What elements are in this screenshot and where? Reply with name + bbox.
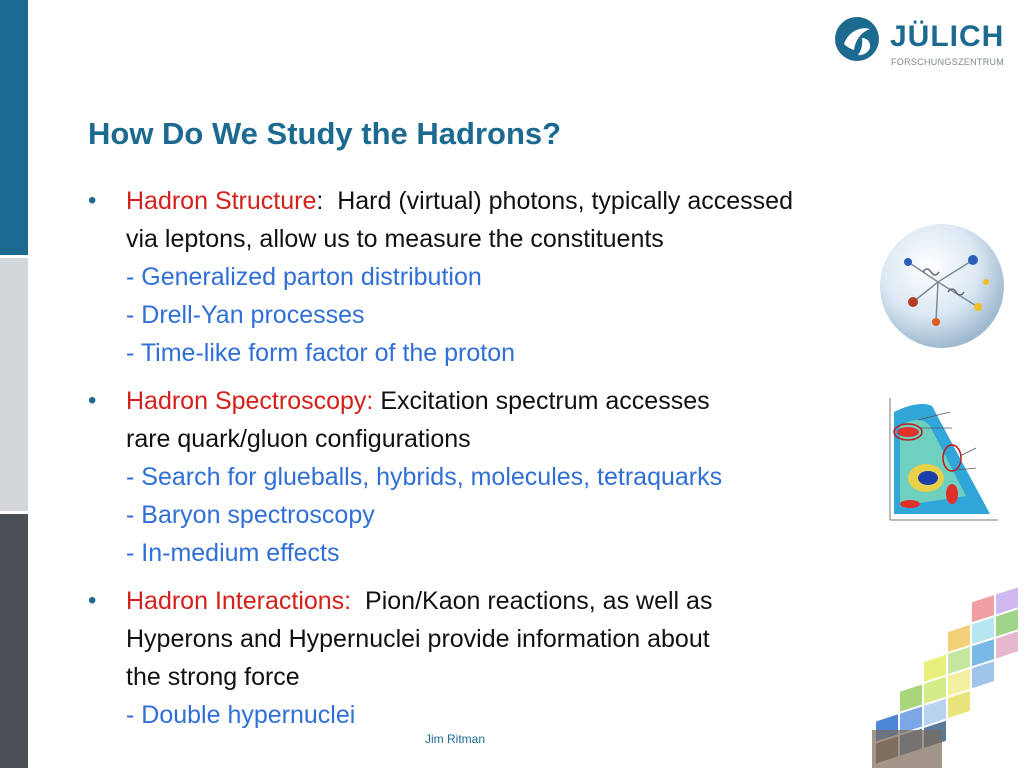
hadron-sphere-image xyxy=(878,222,1006,350)
bullet-text: the strong force xyxy=(126,663,300,691)
sub-item: - Baryon spectroscopy xyxy=(126,501,375,529)
sub-item: - Search for glueballs, hybrids, molecules, tetraquarks xyxy=(126,463,723,491)
bullet-text: Hyperons and Hypernuclei provide information about xyxy=(126,625,710,653)
footer-author: Jim Ritman xyxy=(425,732,486,746)
bullet-text: rare quark/gluon configurations xyxy=(126,425,471,453)
sub-item: - In-medium effects xyxy=(126,539,340,567)
julich-logo xyxy=(834,16,1004,72)
bullet-text: Excitation spectrum accesses xyxy=(380,387,710,415)
bullet-line xyxy=(126,582,968,620)
bullet-list xyxy=(88,182,968,744)
sub-item: - Time-like form factor of the proton xyxy=(126,339,516,367)
bullet-hadron-spectroscopy xyxy=(88,382,968,572)
sub-item: - Double hypernuclei xyxy=(126,701,356,729)
bullet-line xyxy=(126,182,968,220)
logo-subtitle: FORSCHUNGSZENTRUM xyxy=(891,57,1005,67)
bullet-text: Pion/Kaon reactions, as well as xyxy=(365,587,713,615)
bullet-dot-icon: • xyxy=(88,187,97,214)
side-band-top xyxy=(0,0,28,256)
bullet-heading: Hadron Structure xyxy=(126,187,317,215)
bullet-dot-icon: • xyxy=(88,387,97,414)
bullet-heading: Hadron Interactions: xyxy=(126,587,352,615)
side-band-middle xyxy=(0,256,28,512)
bullet-text: via leptons, allow us to measure the constituents xyxy=(126,225,664,253)
bullet-hadron-interactions xyxy=(88,582,968,734)
sub-item: - Generalized parton distribution xyxy=(126,263,482,291)
bullet-dot-icon: • xyxy=(88,587,97,614)
bullet-separator: : xyxy=(316,187,338,215)
bullet-line xyxy=(126,382,968,420)
julich-logo-mark xyxy=(834,16,880,62)
bullet-heading: Hadron Spectroscopy: xyxy=(126,387,374,415)
bullet-separator xyxy=(351,587,365,615)
sub-item: - Drell-Yan processes xyxy=(126,301,365,329)
band-divider xyxy=(0,511,28,514)
bullet-hadron-structure xyxy=(88,182,968,372)
logo-name: JÜLICH xyxy=(890,20,1005,53)
dalitz-plot-image xyxy=(880,396,1000,530)
slide-title: How Do We Study the Hadrons? xyxy=(88,116,562,151)
hypernuclei-chart-image xyxy=(862,580,1024,768)
side-band-bottom xyxy=(0,512,28,768)
bullet-text: Hard (virtual) photons, typically accessed xyxy=(337,187,793,215)
band-divider xyxy=(0,255,28,258)
